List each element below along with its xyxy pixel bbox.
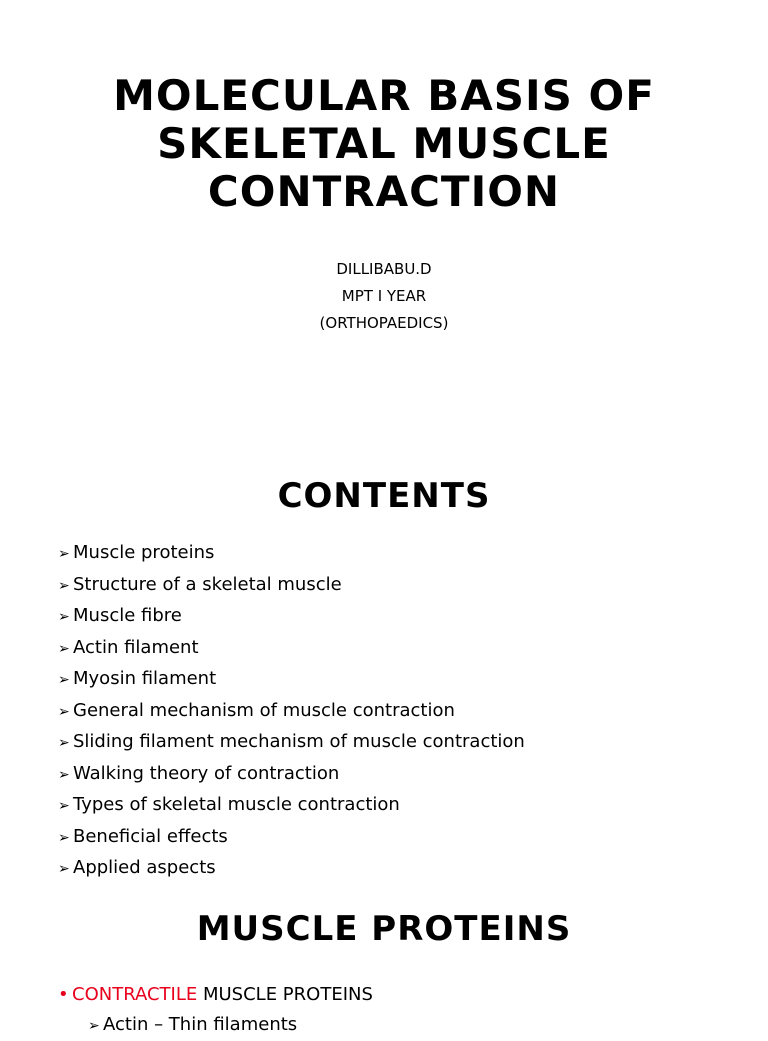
list-item: ➢ Beneficial effects xyxy=(58,822,525,854)
title-line-2: SKELETAL MUSCLE xyxy=(157,119,611,168)
arrow-bullet-icon: ➢ xyxy=(58,861,70,877)
arrow-bullet-icon: ➢ xyxy=(58,577,70,594)
arrow-bullet-icon: ➢ xyxy=(58,546,70,562)
arrow-bullet-icon: ➢ xyxy=(58,640,70,657)
presenter-info xyxy=(0,256,768,337)
proteins-title: MUSCLE PROTEINS xyxy=(196,909,572,949)
author-name: DILLIBABU.D xyxy=(336,260,432,278)
list-item: ➢ Walking theory of contraction xyxy=(58,759,525,791)
list-item: ➢ Sliding filament mechanism of muscle contraction xyxy=(58,727,525,759)
bullet-text: MUSCLE PROTEINS xyxy=(197,984,373,1005)
arrow-bullet-icon: ➢ xyxy=(58,672,70,688)
contractile-highlight: CONTRACTILE xyxy=(72,984,198,1005)
arrow-bullet-icon: ➢ xyxy=(58,703,70,720)
list-item: ➢ Muscle fibre xyxy=(58,601,525,633)
list-item xyxy=(58,980,373,1010)
specialty-name: (ORTHOPAEDICS) xyxy=(319,314,449,332)
list-item: ➢ General mechanism of muscle contraction xyxy=(58,696,525,728)
list-item: ➢ Applied aspects xyxy=(58,853,525,885)
contents-title: CONTENTS xyxy=(277,476,491,516)
list-item: ➢ Structure of a skeletal muscle xyxy=(58,570,525,602)
sub-item-text: Actin – Thin filaments xyxy=(103,1014,298,1035)
arrow-bullet-icon: ➢ xyxy=(58,735,70,751)
red-dot-bullet-icon: • xyxy=(58,984,69,1005)
list-item: ➢ Actin filament xyxy=(58,633,525,665)
list-item: ➢ Myosin filament xyxy=(58,664,525,696)
arrow-bullet-icon: ➢ xyxy=(58,798,70,814)
arrow-bullet-icon: ➢ xyxy=(58,766,70,783)
arrow-bullet-icon: ➢ xyxy=(58,609,70,625)
proteins-content xyxy=(58,980,373,1041)
list-item: ➢ Types of skeletal muscle contraction xyxy=(58,790,525,822)
contents-list xyxy=(58,538,525,885)
list-item: ➢ Muscle proteins xyxy=(58,538,525,570)
list-item xyxy=(88,1010,373,1041)
arrow-bullet-icon: ➢ xyxy=(58,829,70,846)
arrow-bullet-icon: ➢ xyxy=(88,1018,100,1034)
presentation-title xyxy=(0,72,768,216)
title-line-3: CONTRACTION xyxy=(207,167,561,216)
title-line-1: MOLECULAR BASIS OF xyxy=(113,71,655,120)
course-name: MPT I YEAR xyxy=(341,287,427,305)
